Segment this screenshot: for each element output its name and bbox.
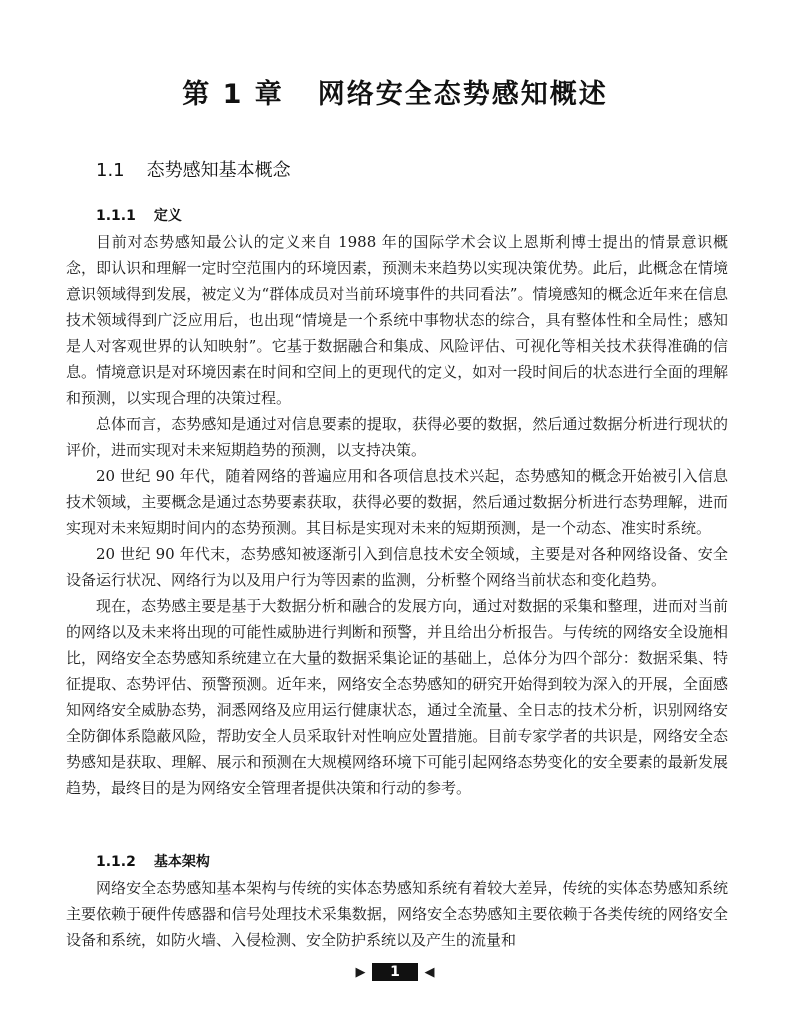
architecture-body [66,875,728,953]
subsection-title-text: 定义 [153,208,182,224]
page-number: 1 [372,963,418,981]
right-triangle-icon: ▶ [355,964,366,980]
section-title-text: 态势感知基本概念 [146,160,291,181]
paragraph: 目前对态势感知最公认的定义来自 1988 年的国际学术会议上恩斯利博士提出的情景意识概念，即认识和理解一定时空范围内的环境因素，预测未来趋势以实现决策优势。此后，此概念在情境意识领域得到发展，被定义为“群体成员对当前环境事件的共同看法”。情境感知的概念近年来在信息技术领域得到广泛应用后，也出现“情境是一个系统中事物状态的综合，具有整体性和全局性；感知是人对客观世界的认知映射”。它基于数据融合和集成、风险评估、可视化等相关技术获得准确的信息。情境意识是对环境因素在时间和空间上的更现代的定义，如对一段时间后的状态进行全面的理解和预测，以实现合理的决策过程。 [66,233,728,407]
section-heading [96,156,291,182]
subsection-number: 1.1.2 [96,854,136,870]
paragraph: 20 世纪 90 年代末，态势感知被逐渐引入到信息技术安全领域，主要是对各种网络设备、安全设备运行状况、网络行为以及用户行为等因素的监测，分析整个网络当前状态和变化趋势。 [66,545,728,589]
subsection-heading-definition [96,205,182,225]
chapter-number: 第 1 章 [182,79,284,110]
paragraph: 现在，态势感主要是基于大数据分析和融合的发展方向，通过对数据的采集和整理，进而对当前的网络以及未来将出现的可能性威胁进行判断和预警，并且给出分析报告。与传统的网络安全设施相比，网络安全态势感知系统建立在大量的数据采集论证的基础上，总体分为四个部分：数据采集、特征提取、态势评估、预警预测。近年来，网络安全态势感知的研究开始得到较为深入的开展，全面感知网络安全威胁态势，洞悉网络及应用运行健康状态，通过全流量、全日志的技术分析，识别网络安全防御体系隐蔽风险，帮助安全人员采取针对性响应处置措施。目前专家学者的共识是，网络安全态势感知是获取、理解、展示和预测在大规模网络环境下可能引起网络态势变化的安全要素的最新发展趋势，最终目的是为网络安全管理者提供决策和行动的参考。 [66,597,728,797]
chapter-title-text: 网络安全态势感知概述 [317,79,608,110]
left-triangle-icon: ◀ [424,964,435,980]
paragraph: 网络安全态势感知基本架构与传统的实体态势感知系统有着较大差异，传统的实体态势感知系统主要依赖于硬件传感器和信号处理技术采集数据，网络安全态势感知主要依赖于各类传统的网络安全设备和系统，如防火墙、入侵检测、安全防护系统以及产生的流量和 [66,879,728,949]
paragraph: 20 世纪 90 年代，随着网络的普遍应用和各项信息技术兴起，态势感知的概念开始被引入信息技术领域，主要概念是通过态势要素获取，获得必要的数据，然后通过数据分析进行态势理解，进而实现对未来短期时间内的态势预测。其目标是实现对未来的短期预测，是一个动态、准实时系统。 [66,467,728,537]
subsection-number: 1.1.1 [96,208,136,224]
section-number: 1.1 [96,160,125,181]
subsection-title-text: 基本架构 [153,854,210,870]
definition-body [66,229,728,801]
chapter-title [0,72,790,111]
subsection-heading-architecture [96,851,210,871]
page-footer [0,963,790,981]
paragraph: 总体而言，态势感知是通过对信息要素的提取，获得必要的数据，然后通过数据分析进行现状的评价，进而实现对未来短期趋势的预测，以支持决策。 [66,415,728,459]
